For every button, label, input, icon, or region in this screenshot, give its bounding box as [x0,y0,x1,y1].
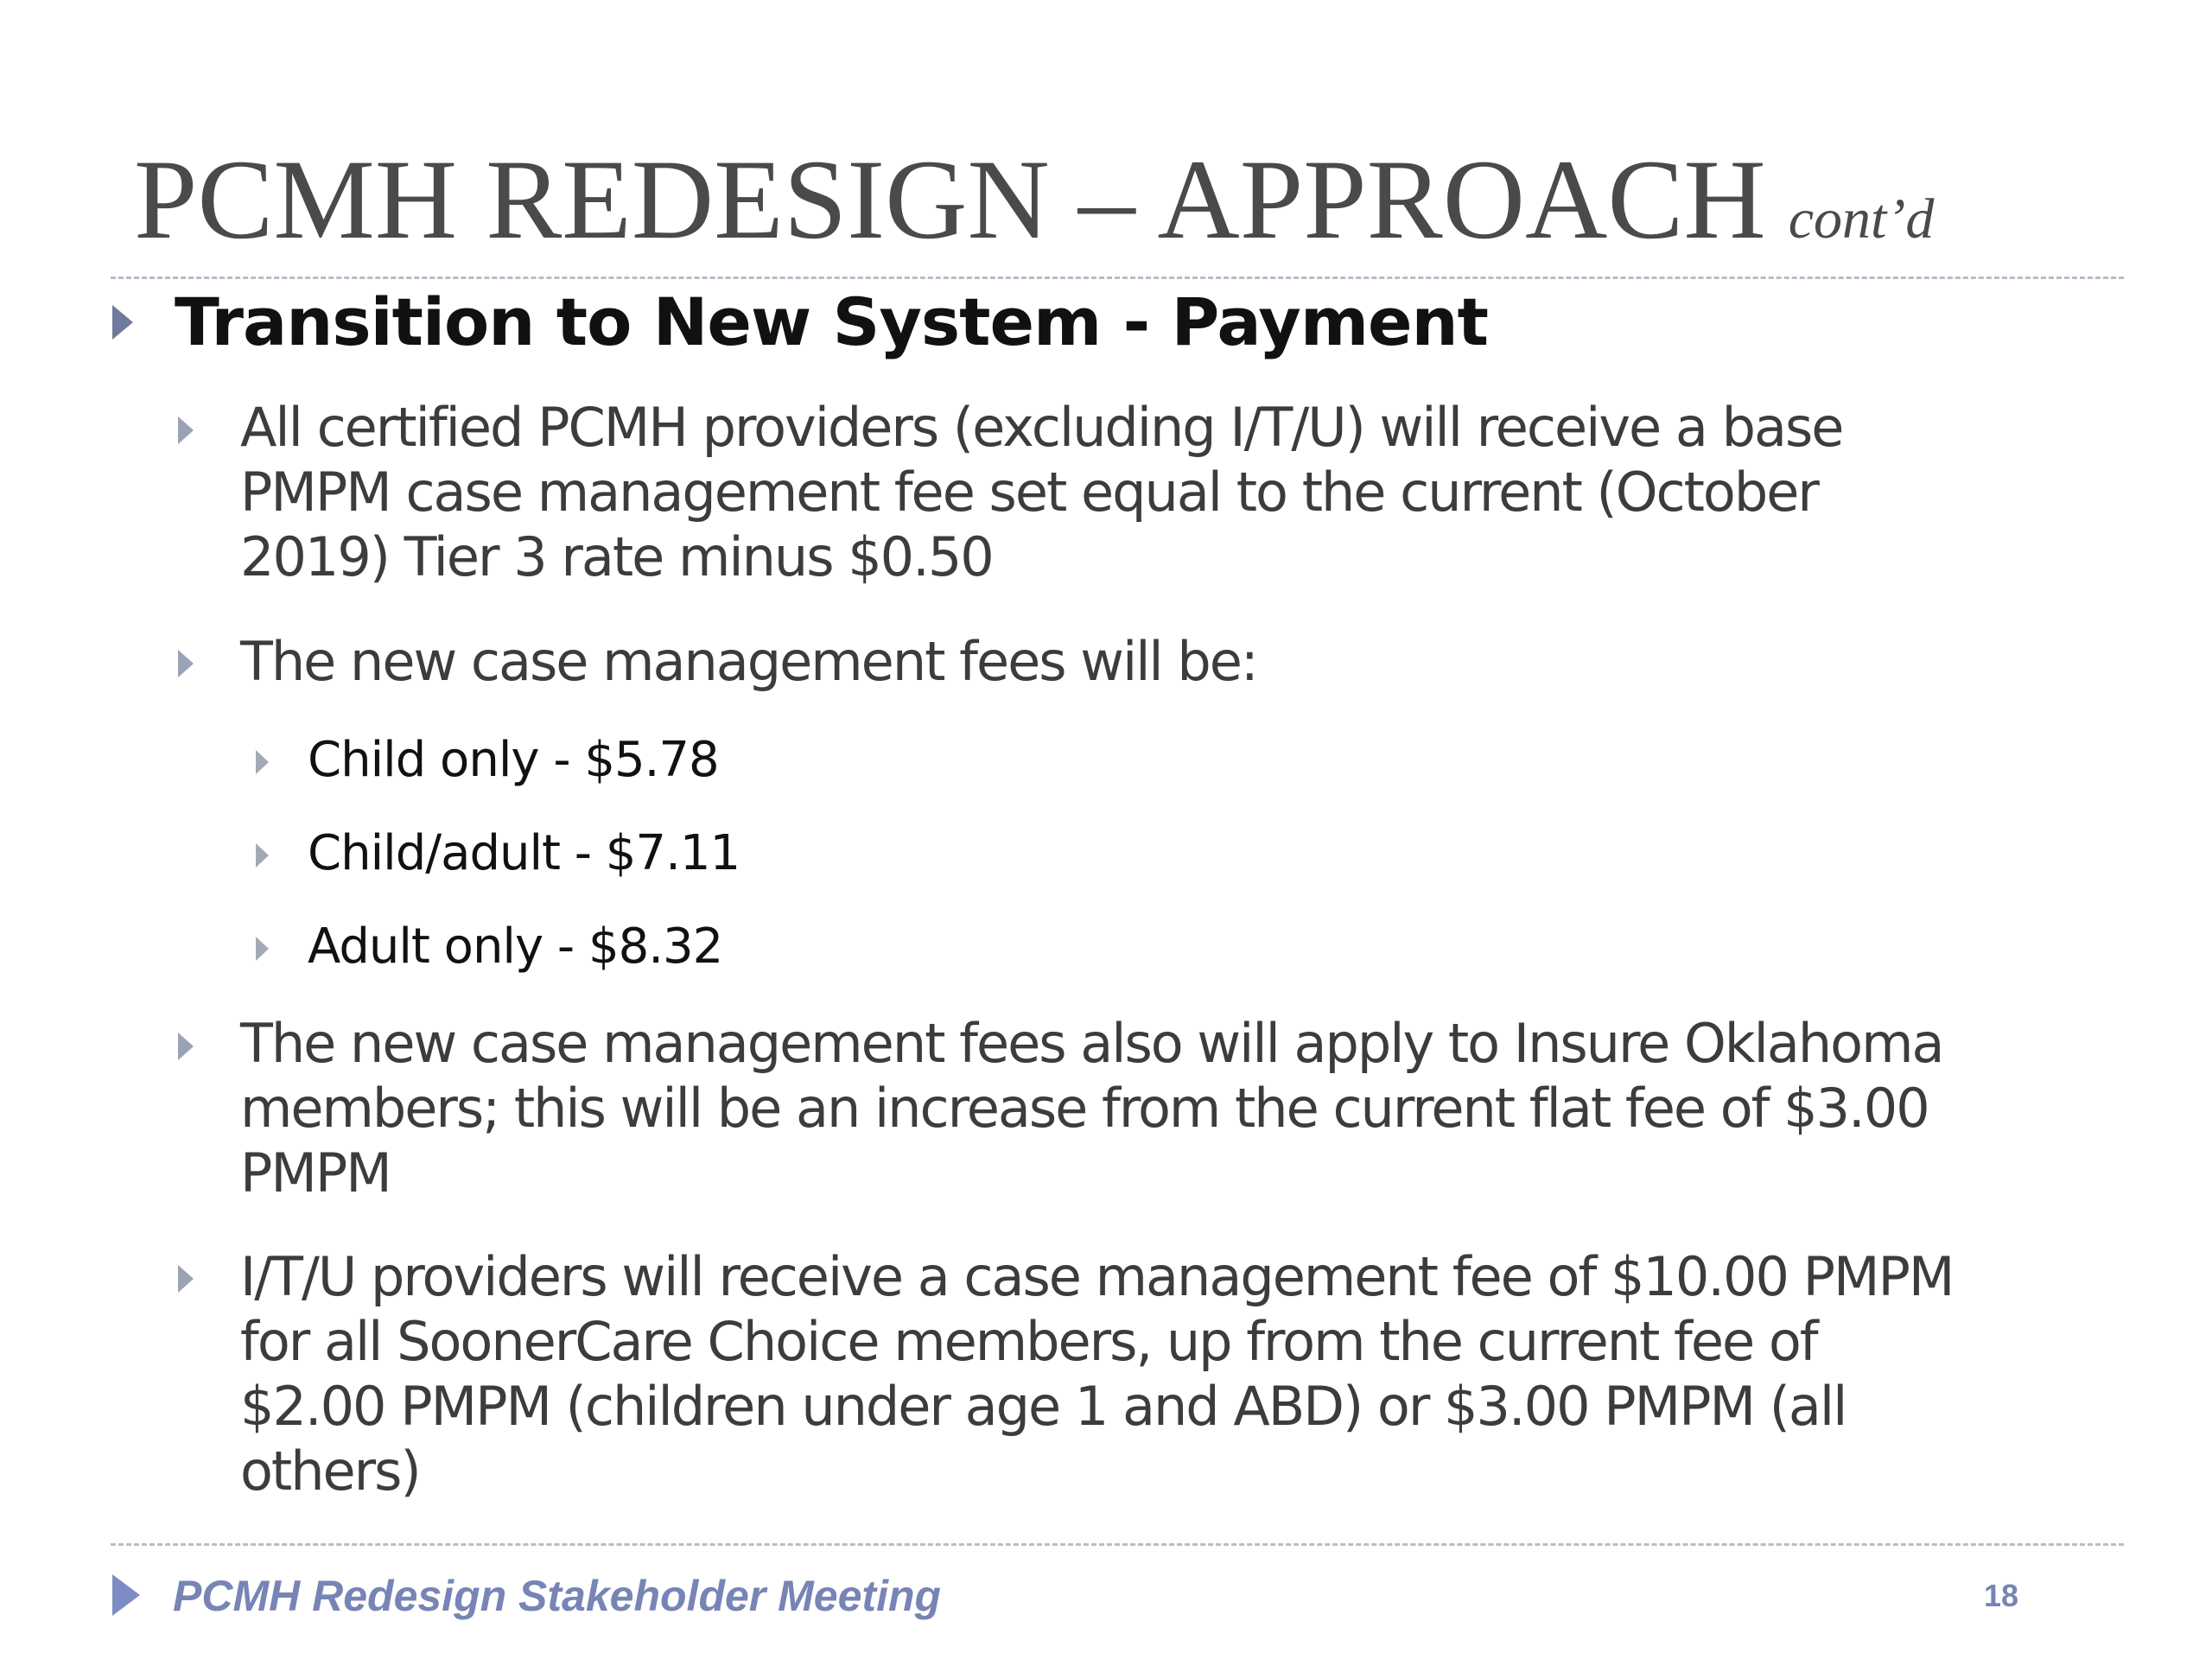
bullet-base-fee: All certified PCMH providers (excluding I/T/U) will receive a base PMPM case management fee set equal to the current (October 2019) Tier 3 rate minus $0.50 [240,396,1843,588]
fee-child-adult: Child/adult - $7.11 [308,825,741,881]
slide-title-suffix: cont’d [1788,188,1935,251]
fee-adult-only: Adult only - $8.32 [308,918,723,975]
bottom-divider [111,1543,2124,1546]
page-number: 18 [1984,1578,2019,1613]
section-heading: Transition to New System - Payment [175,283,1488,360]
bullet-icon [178,650,194,677]
footer-meeting-title: PCMH Redesign Stakeholder Meeting [173,1572,942,1620]
bullet-icon [178,1265,194,1293]
heading-bullet-icon [112,305,133,340]
fee-child-only: Child only - $5.78 [308,732,719,788]
slide-title-text: PCMH REDESIGN – APPROACH [134,136,1766,263]
sub-bullet-icon [256,750,269,774]
footer-arrow-icon [112,1574,140,1616]
bullet-icon [178,416,194,444]
sub-bullet-icon [256,843,269,868]
bullet-itu-providers: I/T/U providers will receive a case management fee of $10.00 PMPM for all SoonerCare Choice members, up from the current fee of $2.00 PMPM (children under age 1 and ABD) or $3.00 PMPM (all others) [240,1245,1954,1503]
sub-bullet-icon [256,937,269,961]
slide-title [134,136,1935,263]
bullet-new-fees: The new case management fees will be: [240,630,1257,693]
bullet-icon [178,1033,194,1060]
bullet-insure-oklahoma: The new case management fees also will apply to Insure Oklahoma members; this will be an increase from the current flat fee of $3.00 PMPM [240,1012,1943,1205]
top-divider [111,276,2124,279]
